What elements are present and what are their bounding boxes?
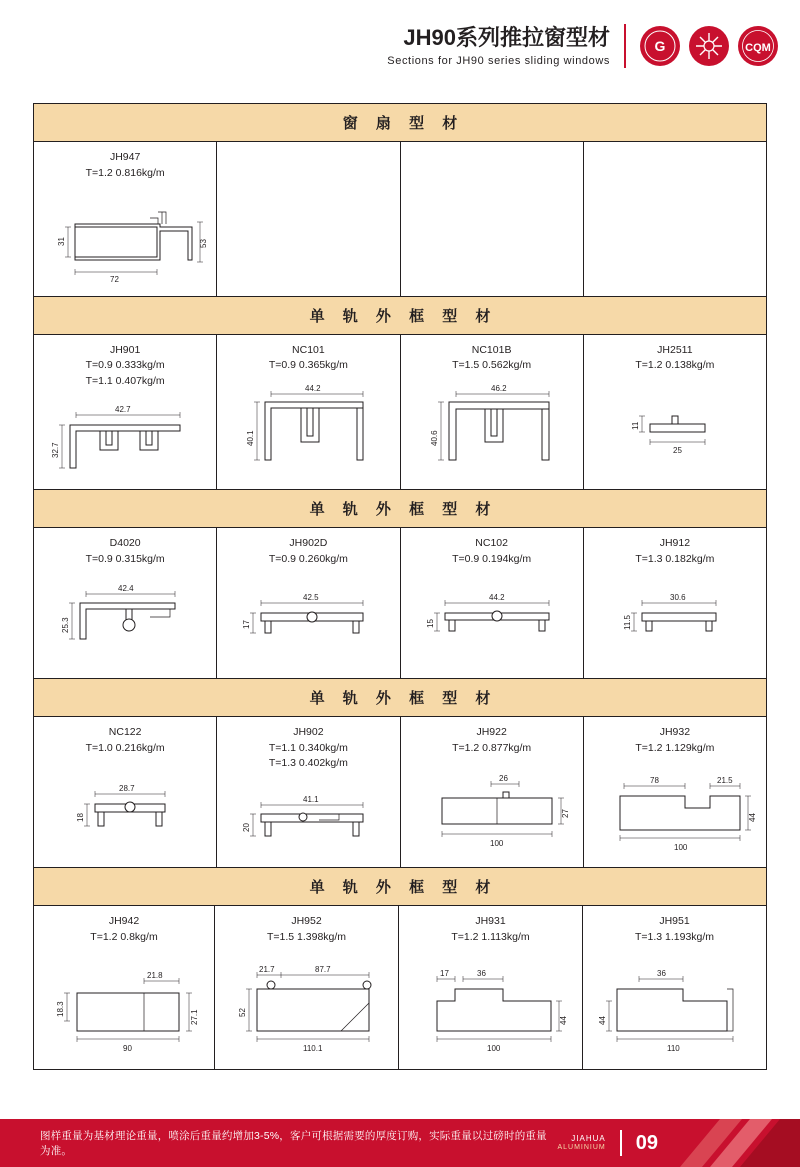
svg-text:41.1: 41.1 bbox=[303, 795, 319, 804]
brand-name-en: ALUMINIUM bbox=[557, 1143, 606, 1151]
profile-code: JH931 bbox=[475, 914, 506, 927]
svg-text:27: 27 bbox=[560, 809, 570, 819]
profile-code: JH902D bbox=[289, 536, 328, 549]
svg-text:100: 100 bbox=[673, 843, 688, 853]
profile-cell-empty-1 bbox=[217, 142, 400, 296]
profile-drawing-jh901 bbox=[38, 390, 212, 522]
profile-drawing-jh922 bbox=[405, 756, 579, 884]
svg-text:36: 36 bbox=[477, 969, 486, 979]
svg-text:40.6: 40.6 bbox=[429, 430, 439, 446]
profile-cell-jh952[interactable] bbox=[215, 906, 399, 1070]
profile-drawing-nc101b bbox=[405, 374, 579, 506]
profile-code: JH901 bbox=[109, 343, 141, 356]
profile-drawing-jh947 bbox=[38, 182, 212, 314]
svg-text:18.3: 18.3 bbox=[56, 1001, 65, 1018]
profile-drawing-d4020 bbox=[38, 567, 212, 695]
table-row bbox=[34, 142, 766, 297]
profile-spec: T=0.9 0.333kg/m bbox=[85, 359, 165, 372]
profile-code: JH2511 bbox=[657, 343, 693, 356]
profile-cell-jh902[interactable] bbox=[217, 717, 400, 867]
profile-drawing-jh902d bbox=[221, 567, 395, 695]
profile-spec: T=0.9 0.194kg/m bbox=[452, 552, 532, 565]
svg-text:42.4: 42.4 bbox=[118, 584, 134, 594]
profile-spec: T=1.1 0.340kg/m bbox=[268, 741, 348, 754]
svg-text:11.5: 11.5 bbox=[622, 615, 632, 631]
profile-drawing-jh951 bbox=[587, 945, 762, 1087]
profile-cell-empty-2 bbox=[401, 142, 584, 296]
svg-text:42.5: 42.5 bbox=[303, 593, 319, 603]
profile-code: JH932 bbox=[659, 725, 691, 738]
profile-spec: T=1.2 0.816kg/m bbox=[85, 166, 165, 179]
svg-text:CQM: CQM bbox=[745, 42, 771, 54]
table-row bbox=[34, 717, 766, 868]
profile-spec: T=1.3 1.193kg/m bbox=[634, 930, 715, 943]
profile-cell-jh932[interactable] bbox=[584, 717, 766, 867]
profile-cell-d4020[interactable] bbox=[34, 528, 217, 678]
profile-code: JH952 bbox=[291, 914, 322, 927]
footer-brand bbox=[557, 1119, 800, 1167]
profile-spec: T=1.0 0.216kg/m bbox=[85, 741, 165, 754]
profile-drawing-jh902 bbox=[221, 772, 395, 900]
footer-note: 图样重量为基材理论重量，喷涂后重量约增加3-5%，客户可根据需要的厚度订购，实际重量以过磅时的重量为准。 bbox=[40, 1130, 547, 1157]
profile-code: D4020 bbox=[109, 536, 141, 549]
profile-drawing-jh932 bbox=[588, 756, 762, 884]
svg-text:18: 18 bbox=[76, 813, 86, 823]
profile-spec: T=1.2 0.8kg/m bbox=[90, 930, 158, 943]
svg-text:44.2: 44.2 bbox=[488, 593, 505, 603]
profile-code: JH947 bbox=[109, 151, 141, 163]
svg-text:28.7: 28.7 bbox=[119, 784, 135, 794]
profile-cell-nc101[interactable] bbox=[217, 335, 400, 489]
profile-spec-2: T=1.1 0.407kg/m bbox=[85, 375, 165, 387]
profile-cell-jh947[interactable] bbox=[34, 142, 217, 296]
profile-cell-jh942[interactable] bbox=[34, 906, 215, 1070]
profile-spec: T=1.2 0.877kg/m bbox=[452, 741, 532, 754]
svg-text:44.2: 44.2 bbox=[305, 384, 321, 393]
profile-drawing-nc122 bbox=[38, 756, 212, 884]
svg-text:110.1: 110.1 bbox=[303, 1044, 323, 1054]
profile-cell-jh951[interactable] bbox=[583, 906, 766, 1070]
section-band-2: 单 轨 外 框 型 材 bbox=[34, 490, 766, 528]
profile-drawing-jh931 bbox=[403, 945, 578, 1087]
svg-text:25: 25 bbox=[672, 446, 682, 455]
iso-certification-logo bbox=[689, 26, 729, 66]
svg-text:44: 44 bbox=[747, 813, 757, 823]
svg-text:72: 72 bbox=[110, 274, 120, 284]
svg-text:26: 26 bbox=[498, 774, 508, 784]
footer-divider bbox=[620, 1130, 622, 1156]
certification-logos bbox=[640, 26, 778, 66]
profile-spec: T=1.2 1.129kg/m bbox=[635, 741, 715, 754]
profile-spec: T=0.9 0.365kg/m bbox=[268, 359, 348, 372]
table-row bbox=[34, 335, 766, 490]
svg-text:17: 17 bbox=[242, 620, 252, 630]
table-row bbox=[34, 528, 766, 679]
page-footer bbox=[0, 1119, 800, 1167]
gb-certification-logo bbox=[640, 26, 680, 66]
svg-text:52: 52 bbox=[238, 1008, 247, 1018]
profile-code: NC101B bbox=[471, 343, 512, 356]
profile-code: NC122 bbox=[108, 725, 142, 738]
profile-code: JH902 bbox=[293, 725, 324, 738]
svg-text:15: 15 bbox=[425, 619, 435, 629]
profile-code: JH922 bbox=[476, 725, 507, 738]
page-title-en: Sections for JH90 series sliding windows bbox=[387, 54, 610, 67]
svg-text:11: 11 bbox=[630, 421, 640, 430]
profile-drawing-jh952 bbox=[219, 945, 394, 1087]
profile-drawing-jh912 bbox=[588, 567, 762, 695]
svg-text:20: 20 bbox=[242, 823, 252, 832]
section-band-0: 窗 扇 型 材 bbox=[34, 104, 766, 142]
profile-spec: T=1.3 0.182kg/m bbox=[635, 552, 715, 565]
profile-code: NC101 bbox=[292, 343, 325, 356]
svg-text:31: 31 bbox=[57, 236, 67, 246]
profile-code: JH942 bbox=[108, 914, 140, 927]
svg-text:100: 100 bbox=[489, 839, 503, 849]
svg-text:25.3: 25.3 bbox=[61, 617, 71, 634]
profile-cell-nc122[interactable] bbox=[34, 717, 217, 867]
brand-swoosh-graphic bbox=[680, 1119, 800, 1167]
page-header bbox=[0, 0, 800, 92]
profile-drawing-nc101 bbox=[221, 374, 395, 506]
profile-cell-jh902d[interactable] bbox=[217, 528, 400, 678]
profile-code: JH912 bbox=[659, 536, 691, 549]
section-band-1: 单 轨 外 框 型 材 bbox=[34, 297, 766, 335]
profile-spec: T=1.2 0.138kg/m bbox=[635, 359, 715, 372]
profile-cell-jh922[interactable] bbox=[401, 717, 584, 867]
svg-text:21.5: 21.5 bbox=[716, 776, 733, 786]
profile-cell-jh2511[interactable] bbox=[584, 335, 766, 489]
profile-spec: T=0.9 0.315kg/m bbox=[85, 552, 165, 565]
profile-spec: T=1.5 0.562kg/m bbox=[452, 359, 532, 372]
profile-drawing-jh942 bbox=[38, 945, 210, 1087]
svg-text:27.1: 27.1 bbox=[190, 1009, 199, 1026]
svg-text:32.7: 32.7 bbox=[51, 442, 61, 458]
profile-cell-jh931[interactable] bbox=[399, 906, 583, 1070]
profile-cell-empty-3 bbox=[584, 142, 766, 296]
svg-text:G: G bbox=[654, 38, 666, 54]
svg-text:110: 110 bbox=[667, 1044, 680, 1054]
profile-table bbox=[33, 103, 767, 1070]
svg-text:100: 100 bbox=[487, 1044, 501, 1054]
svg-text:87.7: 87.7 bbox=[315, 965, 331, 975]
profile-cell-nc101b[interactable] bbox=[401, 335, 584, 489]
svg-text:30.6: 30.6 bbox=[669, 593, 686, 603]
profile-cell-jh901[interactable] bbox=[34, 335, 217, 489]
svg-text:17: 17 bbox=[440, 969, 449, 979]
profile-spec: T=0.9 0.260kg/m bbox=[268, 552, 348, 565]
svg-text:78: 78 bbox=[649, 776, 659, 786]
cqm-certification-logo bbox=[738, 26, 778, 66]
svg-text:90: 90 bbox=[123, 1044, 132, 1054]
profile-drawing-jh2511 bbox=[588, 374, 762, 506]
profile-code: JH951 bbox=[659, 914, 690, 927]
section-band-4: 单 轨 外 框 型 材 bbox=[34, 868, 766, 906]
profile-spec-2: T=1.3 0.402kg/m bbox=[268, 757, 348, 770]
brand-name-cn: JIAHUA bbox=[571, 1134, 606, 1144]
svg-text:42.7: 42.7 bbox=[115, 404, 131, 414]
svg-text:53: 53 bbox=[199, 238, 209, 248]
page-number: 09 bbox=[635, 1131, 658, 1154]
svg-text:40.1: 40.1 bbox=[246, 430, 256, 446]
svg-text:21.8: 21.8 bbox=[147, 971, 163, 981]
profile-drawing-nc102 bbox=[405, 567, 579, 695]
profile-cell-jh912[interactable] bbox=[584, 528, 766, 678]
svg-text:46.2: 46.2 bbox=[490, 384, 507, 393]
svg-text:21.7: 21.7 bbox=[259, 965, 275, 975]
profile-cell-nc102[interactable] bbox=[401, 528, 584, 678]
table-row bbox=[34, 906, 766, 1070]
header-title-block bbox=[387, 25, 624, 66]
svg-text:44: 44 bbox=[559, 1016, 568, 1026]
header-divider bbox=[624, 24, 626, 68]
svg-text:36: 36 bbox=[657, 969, 666, 979]
section-band-3: 单 轨 外 框 型 材 bbox=[34, 679, 766, 717]
profile-spec: T=1.2 1.113kg/m bbox=[451, 930, 530, 943]
page-title-cn: JH90系列推拉窗型材 bbox=[403, 25, 610, 51]
profile-code: NC102 bbox=[475, 536, 508, 549]
profile-spec: T=1.5 1.398kg/m bbox=[266, 930, 347, 943]
svg-text:44: 44 bbox=[598, 1016, 607, 1026]
